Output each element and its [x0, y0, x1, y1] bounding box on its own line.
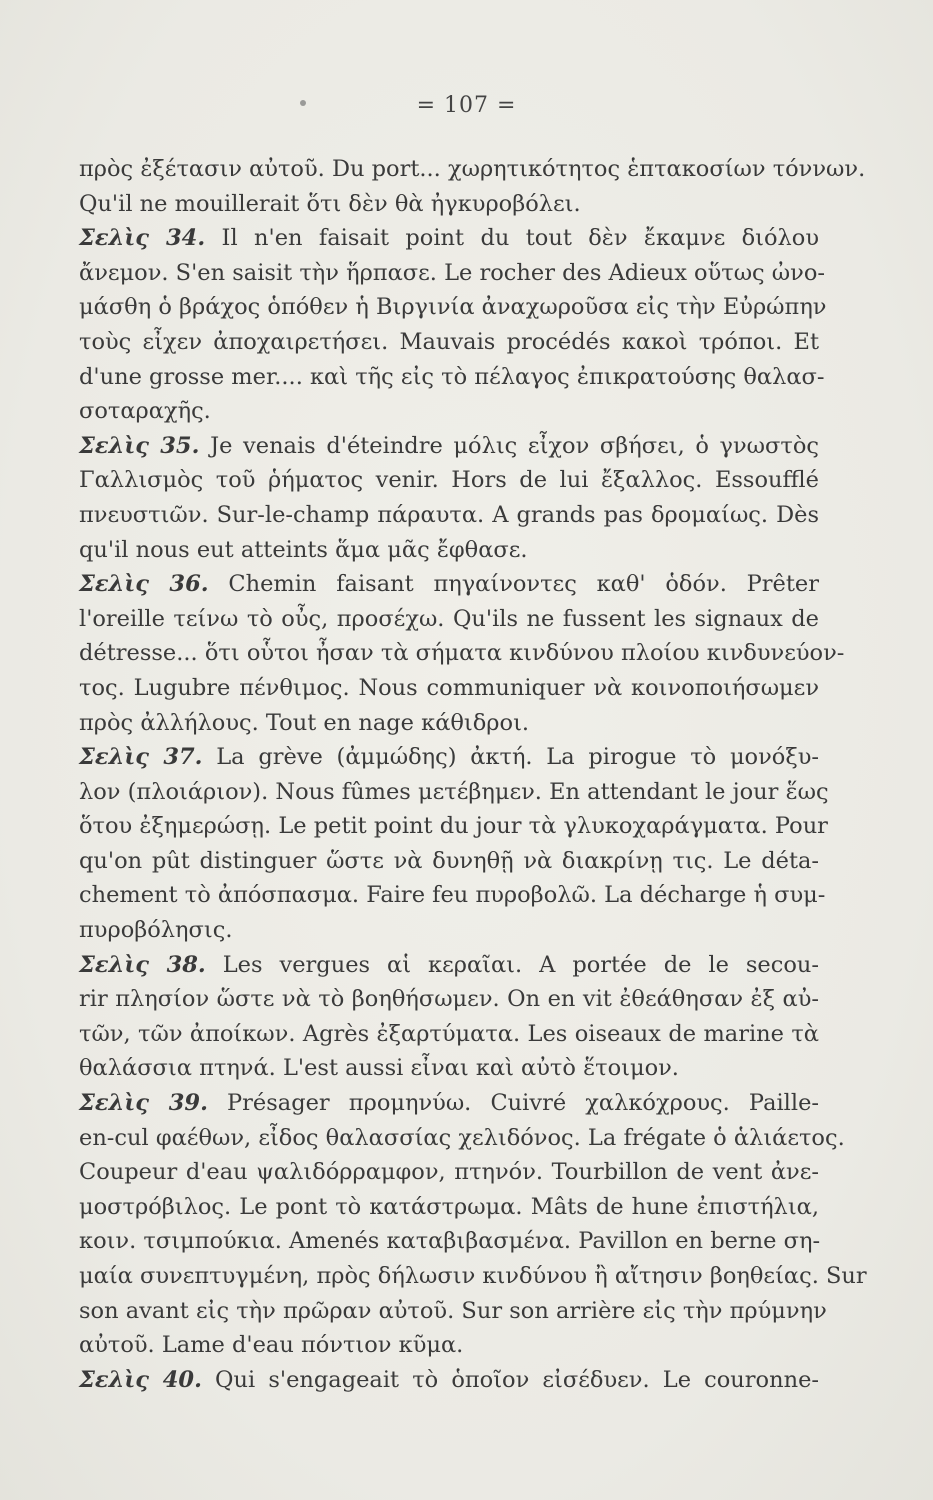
line-text: σοταραχῆς. — [79, 398, 211, 425]
text-line — [79, 325, 819, 360]
text-line — [79, 844, 819, 879]
section-heading: Σελὶς 38. — [79, 951, 206, 978]
line-text: Coupeur d'eau ψαλιδόρραμφον, πτηνόν. Tourbillon de vent ἀνε- — [79, 1159, 819, 1186]
section-heading: Σελὶς 35. — [79, 432, 200, 459]
line-text: La grève (ἀμμώδης) ἀκτή. La pirogue τὸ μονόξυ- — [202, 744, 820, 771]
text-line — [79, 498, 819, 533]
line-text: qu'on pût distinguer ὥστε νὰ δυνηθῇ νὰ διακρίνῃ τις. Le déta- — [79, 847, 819, 874]
text-line — [79, 463, 819, 498]
line-text: Qui s'engageait τὸ ὁποῖον εἰσέδυεν. Le couronne- — [201, 1366, 819, 1393]
line-text: τος. Lugubre πένθιμος. Nous communiquer νὰ κοινοποιήσωμεν — [79, 674, 819, 701]
text-line — [79, 740, 819, 775]
text-line — [79, 982, 819, 1017]
line-text: ἄνεμον. S'en saisit τὴν ἥρπασε. Le rocher des Adieux οὕτως ὠνο- — [79, 259, 825, 286]
text-line — [79, 1017, 819, 1052]
text-line — [79, 602, 819, 637]
section-heading: Σελὶς 39. — [79, 1090, 208, 1117]
section-heading: Σελὶς 37. — [79, 744, 203, 771]
section-heading: Σελὶς 40. — [79, 1366, 202, 1393]
line-text: l'oreille τείνω τὸ οὖς, προσέχω. Qu'ils ne fussent les signaux de — [79, 605, 819, 632]
text-line — [79, 1224, 819, 1259]
text-line — [79, 1363, 819, 1398]
line-text: πρὸς ἐξέτασιν αὐτοῦ. Du port... χωρητικότητος ἑπτακοσίων τόννων. — [79, 156, 866, 182]
text-line — [79, 187, 819, 222]
body-text — [79, 152, 867, 1397]
text-line — [79, 429, 819, 464]
text-line — [79, 775, 829, 810]
line-text: τῶν, τῶν ἀποίκων. Agrès ἐξαρτύματα. Les oiseaux de marine τὰ — [79, 1020, 819, 1047]
line-text: μάσθη ὁ βράχος ὁπόθεν ἡ Βιργινία ἀναχωροῦσα εἰς τὴν Εὐρώπην — [79, 294, 827, 321]
line-text: κοιν. τσιμπούκια. Amenés καταβιβασμένα. Pavillon en berne ση- — [79, 1228, 821, 1255]
line-text: θαλάσσια πτηνά. L'est aussi εἶναι καὶ αὐτὸ ἕτοιμον. — [79, 1055, 679, 1082]
text-line — [79, 256, 825, 291]
line-text: πυροβόλησις. — [79, 917, 233, 944]
line-text: détresse... ὅτι οὗτοι ἦσαν τὰ σήματα κινδύνου πλοίου κινδυνεύον- — [79, 640, 845, 667]
text-line — [79, 1155, 819, 1190]
line-text: Il n'en faisait point du tout δὲν ἔκαμνε διόλου — [205, 225, 820, 252]
text-line — [79, 394, 819, 429]
line-text: Chemin faisant πηγαίνοντες καθ' ὁδόν. Prêter — [208, 571, 819, 598]
line-text: Je venais d'éteindre μόλις εἶχον σβήσει, ὁ γνωστὸς — [199, 432, 819, 459]
text-line — [79, 706, 819, 741]
line-text: Qu'il ne mouillerait ὅτι δὲν θὰ ἠγκυροβόλει. — [79, 190, 581, 217]
line-text: μαία συνεπτυγμένη, πρὸς δήλωσιν κινδύνου ἢ αἴτησιν βοηθείας. Sur — [79, 1263, 867, 1289]
text-line — [79, 1051, 819, 1086]
text-line — [79, 671, 819, 706]
text-line — [79, 360, 825, 395]
line-text: Présager προμηνύω. Cuivré χαλκόχρους. Paille- — [207, 1090, 819, 1117]
line-text: son avant εἰς τὴν πρῶραν αὐτοῦ. Sur son arrière εἰς τὴν πρύμνην — [79, 1297, 827, 1324]
text-line — [79, 1328, 819, 1363]
section-heading: Σελὶς 34. — [79, 225, 206, 252]
text-line — [79, 221, 819, 256]
text-line — [79, 290, 827, 325]
line-text: μοστρόβιλος. Le pont τὸ κατάστρωμα. Mâts de hune ἐπιστήλια, — [79, 1193, 819, 1220]
text-line — [79, 1190, 819, 1225]
text-line — [79, 948, 819, 983]
line-text: d'une grosse mer.... καὶ τῆς εἰς τὸ πέλαγος ἐπικρατούσης θαλασ- — [79, 363, 825, 390]
line-text: qu'il nous eut atteints ἅμα μᾶς ἔφθασε. — [79, 536, 528, 563]
text-line — [79, 636, 845, 671]
line-text: Γαλλισμὸς τοῦ ῥήματος venir. Hors de lui ἔξαλλος. Essoufflé — [79, 467, 819, 494]
line-text: τοὺς εἶχεν ἀποχαιρετήσει. Mauvais procédés κακοὶ τρόποι. Et — [79, 328, 819, 355]
text-line — [79, 913, 819, 948]
text-line — [79, 1259, 867, 1294]
text-line — [79, 878, 826, 913]
text-line — [79, 1086, 819, 1121]
text-line — [79, 152, 866, 187]
line-text: chement τὸ ἀπόσπασμα. Faire feu πυροβολῶ. La décharge ἡ συμ- — [79, 882, 826, 909]
text-line — [79, 1294, 827, 1329]
text-line — [79, 567, 819, 602]
line-text: αὐτοῦ. Lame d'eau πόντιον κῦμα. — [79, 1332, 464, 1359]
line-text: λον (πλοιάριον). Nous fûmes μετέβημεν. En attendant le jour ἕως — [79, 778, 829, 805]
text-line — [79, 533, 819, 568]
text-line — [79, 809, 828, 844]
section-heading: Σελὶς 36. — [79, 571, 209, 598]
line-text: ὅτου ἐξημερώσῃ. Le petit point du jour τὰ γλυκοχαράγματα. Pour — [79, 813, 828, 840]
line-text: Les vergues αἱ κεραῖαι. A portée de le secou- — [205, 951, 819, 978]
text-line — [79, 1121, 845, 1156]
page-number: = 107 = — [416, 93, 517, 118]
line-text: rir πλησίον ὥστε νὰ τὸ βοηθήσωμεν. On en vit ἐθεάθησαν ἐξ αὐ- — [79, 986, 819, 1013]
line-text: en-cul φαέθων, εἶδος θαλασσίας χελιδόνος. La frégate ὁ ἁλιάετος. — [79, 1124, 845, 1151]
line-text: πρὸς ἀλλήλους. Tout en nage κάθιδροι. — [79, 709, 530, 736]
line-text: πνευστιῶν. Sur-le-champ πάραυτα. A grands pas δρομαίως. Dès — [79, 501, 819, 528]
